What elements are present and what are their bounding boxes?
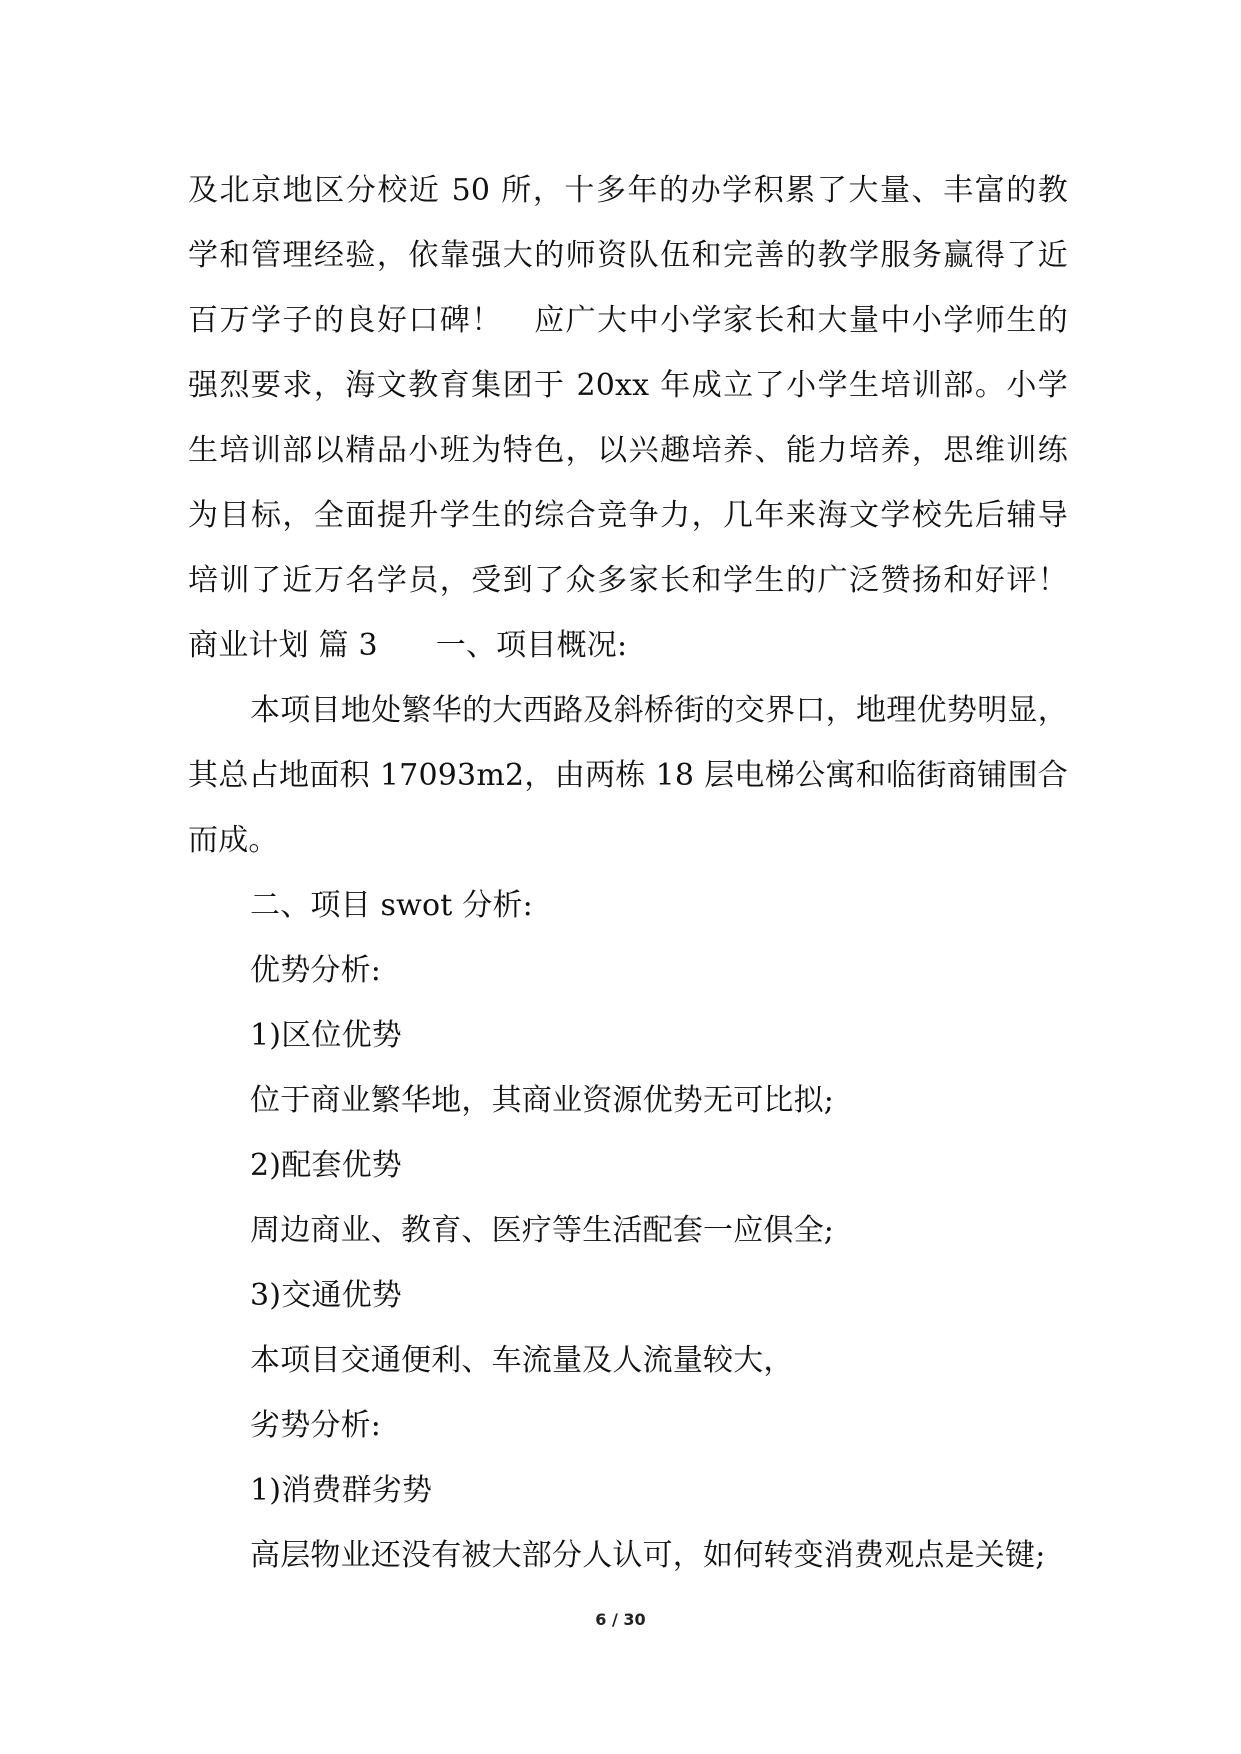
paragraph-line: 为目标，全面提升学生的综合竞争力，几年来海文学校先后辅导 xyxy=(188,498,1068,533)
section-heading-line xyxy=(188,613,1068,678)
subsection-title: 一、项目概况: xyxy=(435,628,628,663)
document-body xyxy=(188,158,1068,1588)
list-item-text: 高层物业还没有被大部分人认可，如何转变消费观点是关键; xyxy=(250,1538,1046,1573)
list-item-title: 1)消费群劣势 xyxy=(250,1473,433,1508)
section-title: 商业计划 篇 3 xyxy=(188,628,378,663)
paragraph-line: 学和管理经验，依靠强大的师资队伍和完善的教学服务赢得了近 xyxy=(188,238,1068,273)
paragraph-line: 而成。 xyxy=(188,823,279,858)
page-number: 6 / 30 xyxy=(595,1610,646,1629)
list-item-title: 1)区位优势 xyxy=(250,1018,402,1053)
paragraph-line: 及北京地区分校近 50 所，十多年的办学积累了大量、丰富的教 xyxy=(188,173,1068,208)
advantage-heading: 优势分析: xyxy=(250,953,382,988)
paragraph-line: 强烈要求，海文教育集团于 20xx 年成立了小学生培训部。小学 xyxy=(188,368,1068,403)
paragraph-line: 生培训部以精品小班为特色，以兴趣培养、能力培养，思维训练 xyxy=(188,433,1068,468)
list-item-text: 位于商业繁华地，其商业资源优势无可比拟; xyxy=(250,1083,835,1118)
paragraph-line: 百万学子的良好口碑！ 应广大中小学家长和大量中小学师生的 xyxy=(188,303,1068,338)
subsection-title: 二、项目 swot 分析: xyxy=(250,888,533,923)
paragraph-line: 本项目地处繁华的大西路及斜桥街的交界口，地理优势明显， xyxy=(250,693,1068,728)
paragraph-line: 培训了近万名学员，受到了众多家长和学生的广泛赞扬和好评！ xyxy=(188,563,1068,598)
disadvantage-heading: 劣势分析: xyxy=(250,1408,382,1443)
list-item-title: 3)交通优势 xyxy=(250,1278,402,1313)
list-item-text: 本项目交通便利、车流量及人流量较大， xyxy=(250,1343,794,1378)
paragraph-line: 其总占地面积 17093m2，由两栋 18 层电梯公寓和临街商铺围合 xyxy=(188,758,1068,793)
list-item-title: 2)配套优势 xyxy=(250,1148,402,1183)
list-item-text: 周边商业、教育、医疗等生活配套一应俱全; xyxy=(250,1213,835,1248)
